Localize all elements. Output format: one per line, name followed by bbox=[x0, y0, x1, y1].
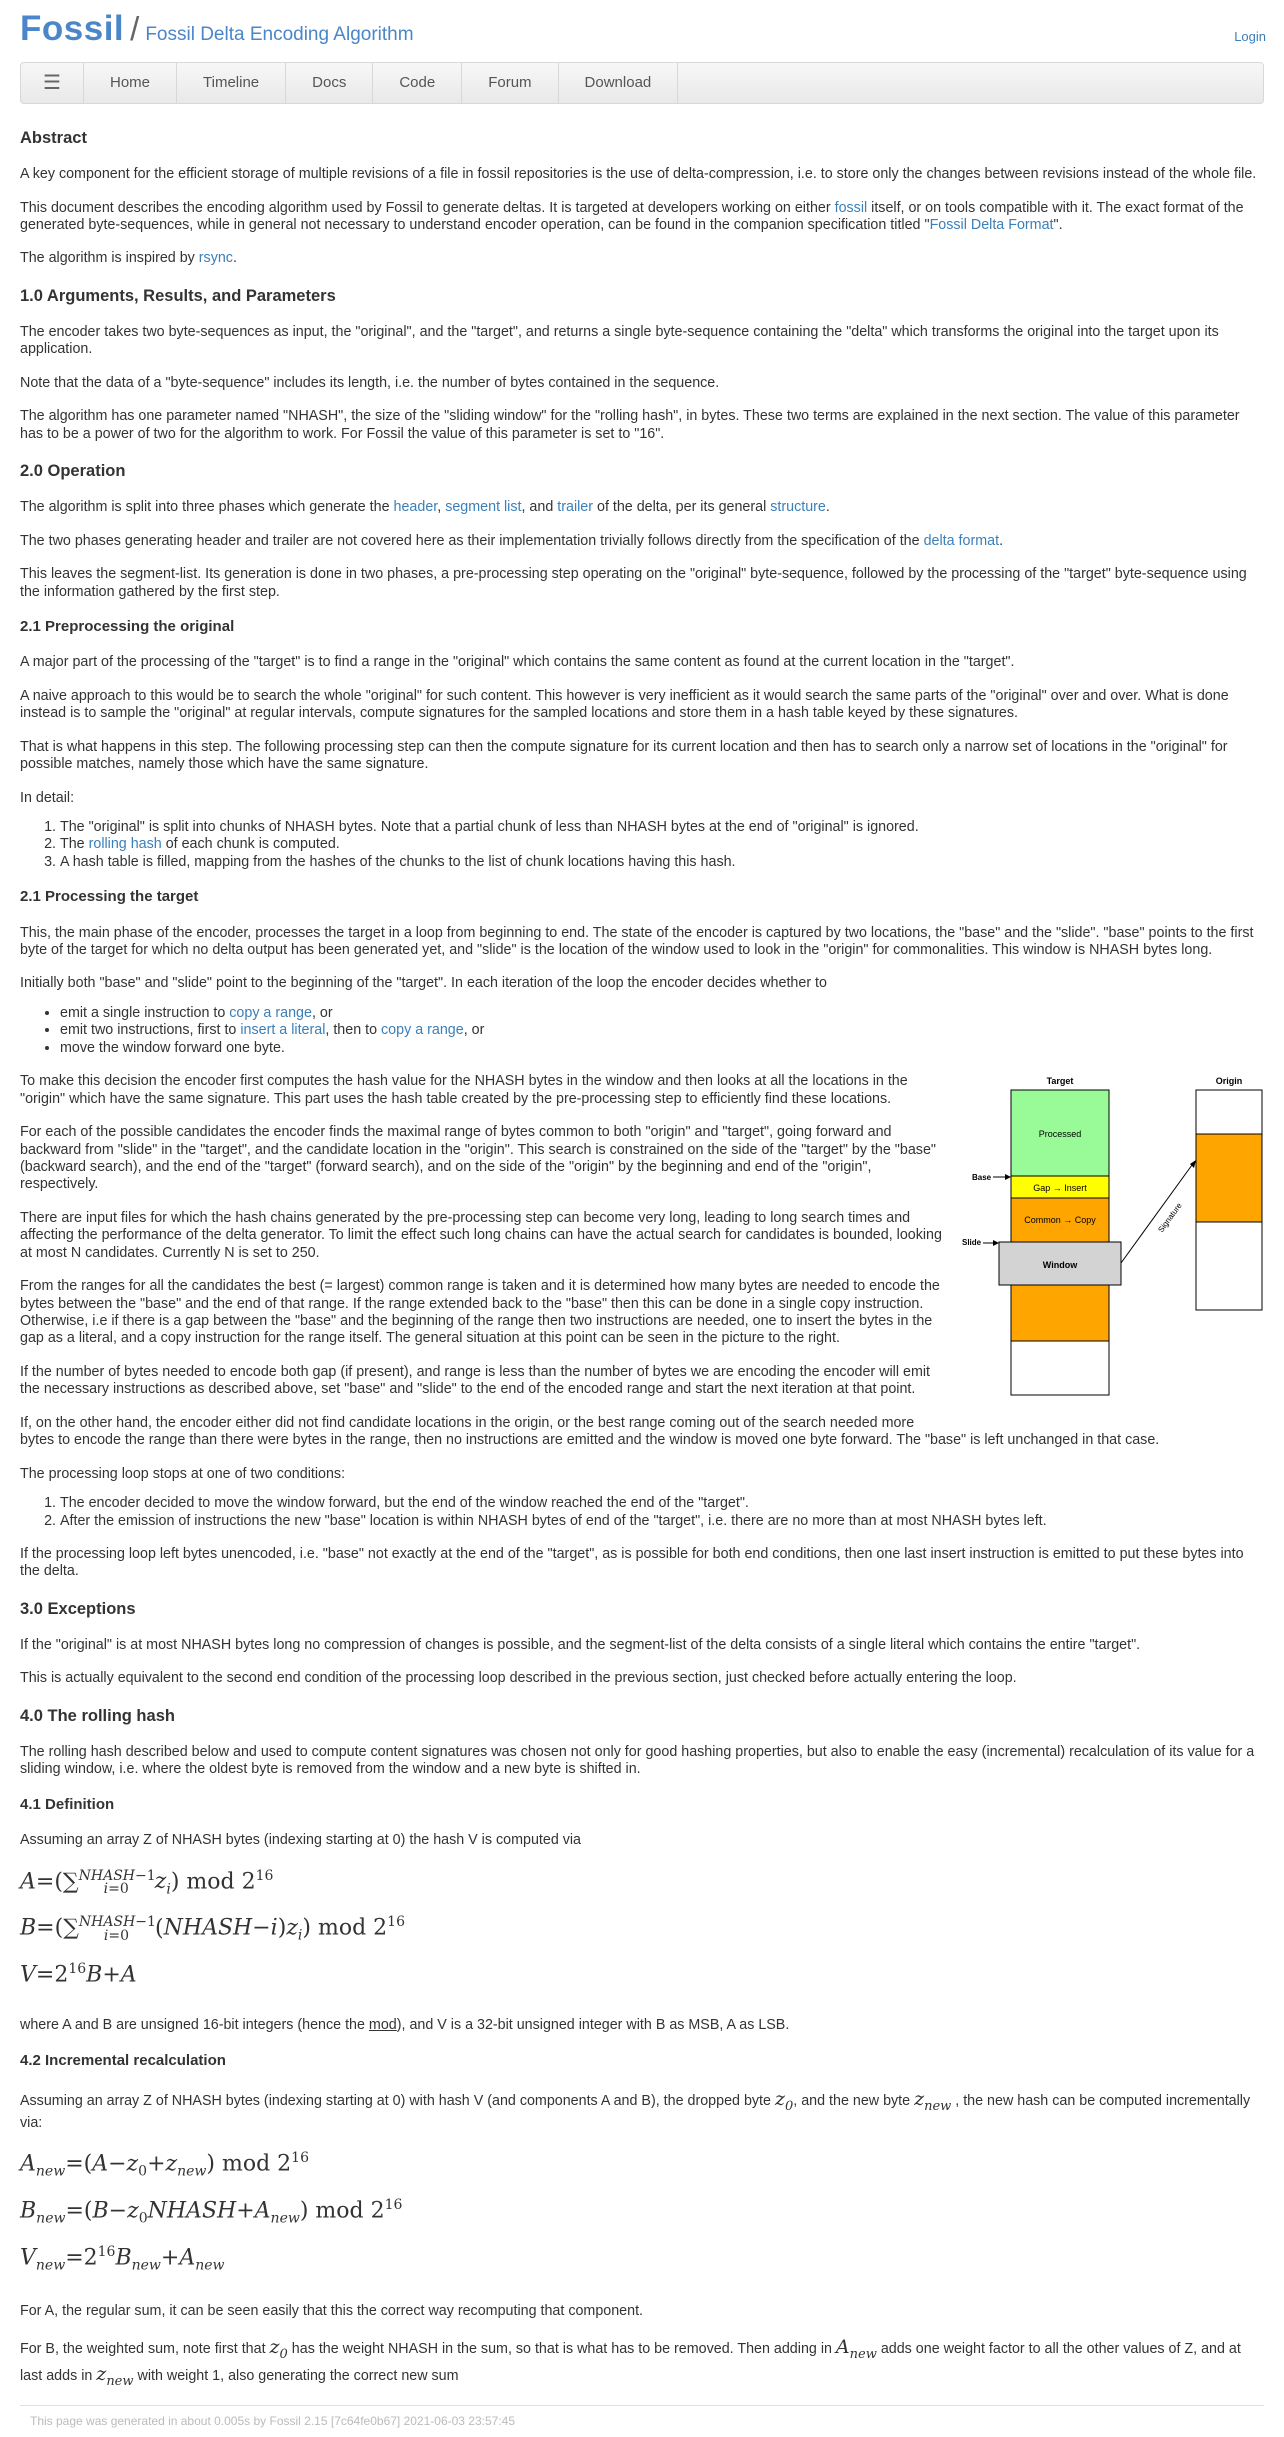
s21-p3: That is what happens in this step. The following processing step can then the compute signature for its current location and then has to search only a narrow set of locations in the "original" for possible matches, namely those which have the same signature. bbox=[20, 738, 1228, 773]
figure-processed-label: Processed bbox=[1038, 1129, 1082, 1140]
link-segment-list[interactable]: segment list bbox=[445, 499, 522, 516]
link-delta-format[interactable]: delta format bbox=[923, 532, 1000, 549]
s4-p1: The rolling hash described below and used to compute content signatures was chosen not only for good hashing properties, but also to enable the easy (incremental) recalculation of its value for a sliding window, i.e. where the oldest byte is removed from the window and a new byte is shifted in. bbox=[20, 1743, 1255, 1778]
link-rsync[interactable]: rsync bbox=[198, 250, 233, 267]
s22-p10: If the processing loop left bytes unencoded, i.e. "base" not exactly at the end of the "target", as is possible for both end conditions, then one last insert instruction is emitted to put these bytes into the delta. bbox=[20, 1545, 1244, 1580]
s1-p1: The encoder takes two byte-sequences as input, the "original", and the "target", and returns a single byte-sequence containing the "delta" which transforms the original into the target upon its application. bbox=[20, 324, 1219, 358]
link-insert-literal[interactable]: insert a literal bbox=[240, 1022, 326, 1039]
s42-p3: For B, the weighted sum, note first that $z_0$ has the weight NHASH in the sum, so that is what has to be removed. Then adding in $A_{new}$ adds one weight factor to all the other values of Z, and at last adds in $z_{new}$ with weight 1, also generating the correct new sum bbox=[20, 2335, 1241, 2389]
heading-definition: 4.1 Definition bbox=[20, 1795, 115, 1813]
s22-p3: To make this decision the encoder first computes the hash value for the NHASH bytes in the window and then looks at all the locations in the "origin" which have the same signature. This part uses the hash table created by the pre-processing step to efficiently find these locations. bbox=[20, 1073, 908, 1107]
formula-b: B=(∑$^{NHASH-1}_{i=0}$ $(NHASH-i)z_i$) mod $2^{16}$ bbox=[20, 1914, 405, 1945]
incremental-formulas bbox=[20, 2150, 1264, 2274]
figure-origin-bottom bbox=[1196, 1222, 1262, 1310]
menu-item-download[interactable]: Download bbox=[559, 63, 679, 103]
formula-b-new: $B_{new}=(B-z_0NHASH+A_{new})$ mod $2^{16}$ bbox=[20, 2196, 403, 2227]
decision-options bbox=[20, 1005, 1264, 1057]
s22-p1: This, the main phase of the encoder, processes the target in a loop from beginning to end. The state of the encoder is captured by two locations, the "base" and the "slide". "base" points to the first byte of the target for which no delta output has been generated yet, and "slide" is the location of the window used to look in the "origin" for commonalities. This window is NHASH bytes long. bbox=[20, 924, 1254, 959]
list-item: • move the window forward one byte. bbox=[60, 1040, 1264, 1057]
s1-p3: The algorithm has one parameter named "NHASH", the size of the "sliding window" for the "rolling hash", in bytes. These two terms are explained in the next section. The value of this parameter has to be a power of two for the algorithm to work. For Fossil the value of this parameter is set to "16". bbox=[20, 408, 1240, 442]
abstract-p2: This document describes the encoding algorithm used by Fossil to generate deltas. It is targeted at developers working on either fossil itself, or on tools compatible with it. The exact format of the generated byte-sequences, while in general not necessary to understand encoder operation, can be found in the companion specification titled "Fossil Delta Format". bbox=[20, 199, 1244, 233]
figure-gap-label: Gap → Insert bbox=[1033, 1183, 1087, 1194]
heading-preprocessing: 2.1 Preprocessing the original bbox=[20, 618, 235, 636]
figure-common-label: Common → Copy bbox=[1024, 1215, 1096, 1226]
link-fossil-delta-format[interactable]: Fossil Delta Format bbox=[929, 217, 1054, 233]
list-item: • emit two instructions, first to insert a literal, then to copy a range, or bbox=[60, 1022, 1264, 1039]
encoder-state-figure bbox=[954, 1073, 1264, 1413]
s22-p8: If, on the other hand, the encoder either did not find candidate locations in the origin, or the best range coming out of the search needed more bytes to encode the range than there were bytes in the range, then no instructions are emitted and the window is moved one byte forward. The "base" is left unchanged in that case. bbox=[20, 1414, 1160, 1449]
menu-item-docs[interactable]: Docs bbox=[286, 63, 373, 103]
figure-target-remaining bbox=[1011, 1341, 1109, 1395]
project-name[interactable]: Fossil bbox=[20, 9, 125, 48]
menu-item-home[interactable]: Home bbox=[84, 63, 177, 103]
page-header bbox=[0, 0, 1284, 62]
list-item: 1. The "original" is split into chunks of NHASH bytes. Note that a partial chunk of less than NHASH bytes at the end of "original" is ignored. bbox=[60, 819, 1264, 836]
heading-abstract: Abstract bbox=[20, 129, 87, 147]
heading-operation: 2.0 Operation bbox=[20, 462, 126, 481]
s2-p3: This leaves the segment-list. Its generation is done in two phases, a pre-processing step operating on the "original" byte-sequence, followed by the processing of the "target" byte-sequence using the information gathered by the first step. bbox=[20, 566, 1247, 600]
page-footer: This page was generated in about 0.005s by Fossil 2.15 [7c64fe0b67] 2021-06-03 23:57:45 bbox=[20, 2405, 1264, 2437]
login-link[interactable]: Login bbox=[1234, 29, 1266, 44]
link-copy-range[interactable]: copy a range bbox=[381, 1022, 464, 1039]
s22-p9: The processing loop stops at one of two conditions: bbox=[20, 1465, 346, 1482]
s22-p2: Initially both "base" and "slide" point to the beginning of the "target". In each iteration of the loop the encoder decides whether to bbox=[20, 975, 827, 992]
list-item: • emit a single instruction to copy a range, or bbox=[60, 1005, 1264, 1022]
menu-item-timeline[interactable]: Timeline bbox=[177, 63, 286, 103]
figure-origin-label: Origin bbox=[1215, 1076, 1243, 1087]
s42-p1: Assuming an array Z of NHASH bytes (indexing starting at 0) with hash V (and components A and B), the dropped byte $z_0$, and the new byte $z_{new}$ , the new hash can be computed incrementally via: bbox=[20, 2088, 1251, 2131]
abstract-p3: The algorithm is inspired by rsync. bbox=[20, 250, 237, 267]
link-fossil[interactable]: fossil bbox=[834, 199, 868, 216]
heading-processing-target: 2.1 Processing the target bbox=[20, 888, 199, 906]
list-item: 1. The encoder decided to move the window forward, but the end of the window reached the end of the "target". bbox=[60, 1495, 1264, 1512]
formula-a-new: $A_{new}=(A-z_0+z_{new})$ mod $2^{16}$ bbox=[20, 2150, 309, 2180]
list-item: 2. The rolling hash of each chunk is computed. bbox=[60, 836, 1264, 853]
s2-p1: The algorithm is split into three phases which generate the header, segment list, and trailer of the delta, per its general structure. bbox=[20, 499, 830, 516]
hamburger-menu-icon[interactable]: ☰ bbox=[21, 63, 84, 103]
figure-origin-top bbox=[1196, 1090, 1262, 1134]
title-separator: / bbox=[130, 10, 140, 47]
heading-arguments: 1.0 Arguments, Results, and Parameters bbox=[20, 286, 336, 305]
s1-p2: Note that the data of a "byte-sequence" includes its length, i.e. the number of bytes contained in the sequence. bbox=[20, 374, 720, 391]
menu-item-code[interactable]: Code bbox=[373, 63, 462, 103]
heading-exceptions: 3.0 Exceptions bbox=[20, 1599, 136, 1618]
heading-rolling-hash: 4.0 The rolling hash bbox=[20, 1706, 175, 1725]
figure-origin-match bbox=[1196, 1134, 1262, 1222]
page-title: Fossil Delta Encoding Algorithm bbox=[145, 24, 414, 45]
s41-p1: Assuming an array Z of NHASH bytes (indexing starting at 0) the hash V is computed via bbox=[20, 1832, 582, 1849]
s21-p2: A naive approach to this would be to search the whole "original" for such content. This however is very inefficient as it would search the same parts of the "original" over and over. What is done instead is to sample the "original" at regular intervals, compute signatures for the sampled locations and store them in a hash table keyed by these signatures. bbox=[20, 687, 1229, 722]
s22-p4: For each of the possible candidates the encoder finds the maximal range of bytes common to both "origin" and "target", going forward and backward from "slide" in the "target", and the candidate location in the "origin". This search is constrained on the side of the "target" by the "base" (backward search), and the end of the "target" (forward search), and on the side of the "origin" by the beginning and end of the "origin", respectively. bbox=[20, 1124, 936, 1193]
menu-item-forum[interactable]: Forum bbox=[462, 63, 558, 103]
formula-v-new: $V_{new}=2^{16}B_{new}+A_{new}$ bbox=[20, 2243, 225, 2274]
heading-incremental: 4.2 Incremental recalculation bbox=[20, 2051, 226, 2069]
s3-p1: If the "original" is at most NHASH bytes long no compression of changes is possible, and the segment-list of the delta consists of a single literal which contains the entire "target". bbox=[20, 1636, 1141, 1653]
s22-p6: From the ranges for all the candidates the best (= largest) common range is taken and it is determined how many bytes are needed to encode the bytes between the "base" and the end of that range. If the range extended back to the "base" then this can be done in a single copy instruction. Otherwise, i.e if there is a gap between the "base" and the beginning of the range then two instructions are needed, one to insert the bytes in the gap as a literal, and a copy instruction for the range itself. The general situation at this point can be seen in the picture to the right. bbox=[20, 1278, 940, 1347]
s22-p7: If the number of bytes needed to encode both gap (if present), and range is less than the number of bytes we are encoding the encoder will emit the necessary instructions as described above, set "base" and "slide" to the end of the encoded range and start the next iteration at that point. bbox=[20, 1363, 930, 1398]
figure-signature-label: Signature bbox=[1156, 1201, 1184, 1235]
figure-signature-arrow bbox=[1121, 1165, 1192, 1263]
document-content bbox=[0, 128, 1284, 2389]
hash-definition-formulas bbox=[20, 1868, 1264, 1990]
logo bbox=[20, 8, 414, 51]
s3-p2: This is actually equivalent to the second end condition of the processing loop described in the previous section, just checked before actually entering the loop. bbox=[20, 1670, 1017, 1687]
link-copy-range[interactable]: copy a range bbox=[229, 1004, 312, 1021]
link-header[interactable]: header bbox=[393, 499, 438, 516]
formula-a: A=(∑$^{NHASH-1}_{i=0}$ $z_i$) mod $2^{16}$ bbox=[20, 1867, 274, 1898]
list-item: 3. A hash table is filled, mapping from the hashes of the chunks to the list of chunk locations having this hash. bbox=[60, 854, 1264, 871]
link-structure[interactable]: structure bbox=[770, 499, 826, 516]
main-menu bbox=[20, 62, 1264, 104]
s22-p5: There are input files for which the hash chains generated by the pre-processing step can become very long, leading to long search times and affecting the performance of the delta generator. To limit the effect such long chains can have the actual search for candidates is bounded, looking at most N candidates. Currently N is set to 250. bbox=[20, 1209, 942, 1261]
figure-slide-label: Slide bbox=[962, 1238, 982, 1248]
preprocessing-steps bbox=[20, 819, 1264, 871]
s2-p2: The two phases generating header and trailer are not covered here as their implementation trivially follows directly from the specification of the delta format. bbox=[20, 532, 1004, 549]
link-trailer[interactable]: trailer bbox=[557, 499, 594, 516]
s41-p2: where A and B are unsigned 16-bit integers (hence the mod), and V is a 32-bit unsigned integer with B as MSB, A as LSB. bbox=[20, 2017, 790, 2034]
figure-base-label: Base bbox=[972, 1173, 992, 1183]
list-item: 2. After the emission of instructions the new "base" location is within NHASH bytes of end of the "target", i.e. there are no more than at most NHASH bytes left. bbox=[60, 1513, 1264, 1530]
figure-window-label: Window bbox=[1042, 1260, 1078, 1271]
figure-common-block-lower bbox=[1011, 1285, 1109, 1341]
link-rolling-hash[interactable]: rolling hash bbox=[88, 836, 162, 853]
figure-target-label: Target bbox=[1046, 1076, 1074, 1087]
s21-p4: In detail: bbox=[20, 789, 75, 806]
s21-p1: A major part of the processing of the "target" is to find a range in the "original" which contains the same content as found at the current location in the "target". bbox=[20, 654, 1015, 671]
abstract-p1: A key component for the efficient storage of multiple revisions of a file in fossil repositories is the use of delta-compression, i.e. to store only the changes between revisions instead of the whole file. bbox=[20, 166, 1257, 183]
formula-v: $V=2^{16}B+A$ bbox=[20, 1961, 137, 1988]
mod-term: mod bbox=[368, 2017, 397, 2034]
stop-conditions bbox=[20, 1495, 1264, 1530]
s42-p2: For A, the regular sum, it can be seen easily that this the correct way recomputing that component. bbox=[20, 2302, 644, 2319]
